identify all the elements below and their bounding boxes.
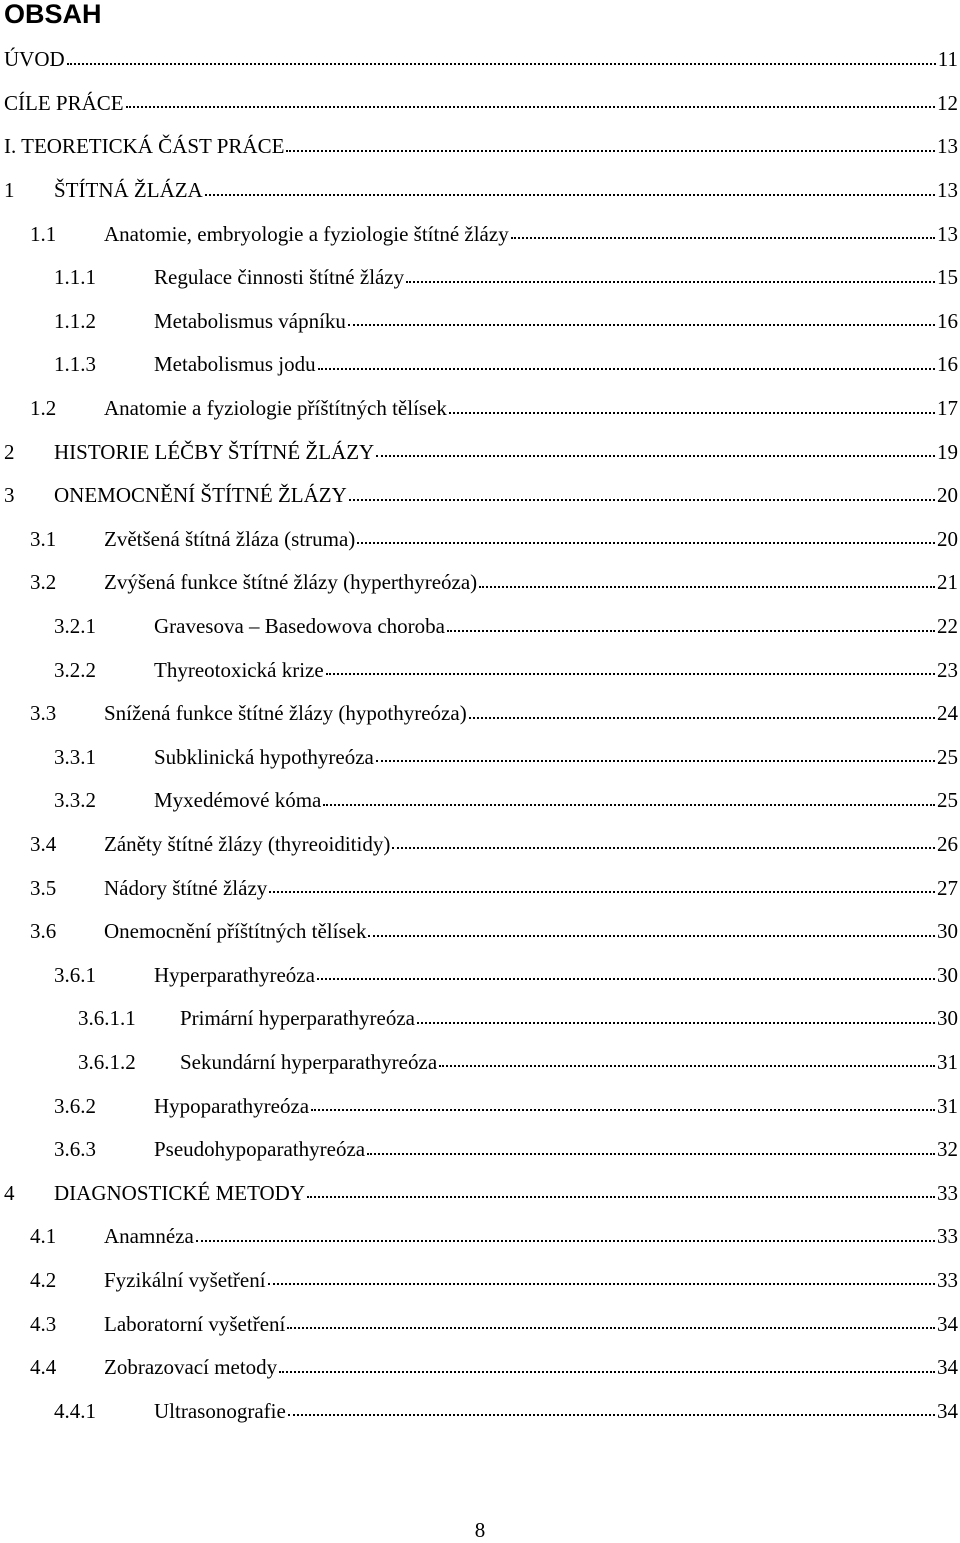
- toc-entry-number: 4.1: [30, 1224, 57, 1249]
- toc-entry-number: 4: [4, 1180, 15, 1205]
- toc-entry[interactable]: [0, 1389, 958, 1433]
- dot-leader: [417, 1022, 935, 1024]
- toc-entry-title: Nádory štítné žlázy: [104, 875, 268, 900]
- toc-entry-page: 24: [937, 701, 958, 726]
- toc-entry[interactable]: [0, 997, 958, 1041]
- toc-entry-page: 31: [937, 1049, 958, 1074]
- toc-entry-page: 16: [937, 308, 958, 333]
- toc-entry-line: [104, 1346, 958, 1390]
- toc-entry[interactable]: [0, 823, 958, 867]
- toc-entry-title: Anatomie a fyziologie příštítných tělísek: [104, 396, 447, 421]
- toc-entry-number: 4.4.1: [54, 1398, 96, 1423]
- toc-entry-line: [154, 343, 958, 387]
- toc-entry-line: [4, 125, 958, 169]
- toc-entry-line: [154, 256, 958, 300]
- toc-entry-number: 1.1.2: [54, 308, 96, 333]
- toc-entry-title: Myxedémové kóma: [154, 788, 322, 813]
- toc-entry-line: [154, 1389, 958, 1433]
- dot-leader: [376, 760, 935, 762]
- toc-entry-page: 21: [937, 570, 958, 595]
- toc-entry-line: [104, 866, 958, 910]
- toc-entry[interactable]: [0, 1171, 958, 1215]
- toc-entry-title: Primární hyperparathyreóza: [180, 1006, 415, 1031]
- toc-entry-line: [154, 1128, 958, 1172]
- toc-entry-number: 4.4: [30, 1355, 57, 1380]
- toc-entry[interactable]: [0, 82, 958, 126]
- toc-entry-line: [104, 561, 958, 605]
- toc-entry-page: 30: [937, 1006, 958, 1031]
- toc-entry-title: Thyreotoxická krize: [154, 657, 324, 682]
- toc-entry-page: 30: [937, 919, 958, 944]
- toc-entry-title: Zvýšená funkce štítné žlázy (hyperthyreóza): [104, 570, 478, 595]
- dot-leader: [307, 1196, 935, 1198]
- dot-leader: [376, 455, 935, 457]
- dot-leader: [469, 717, 935, 719]
- toc-entry-number: 4.3: [30, 1311, 57, 1336]
- toc-entry-number: 4.2: [30, 1267, 57, 1292]
- toc-entry-number: 3: [4, 483, 15, 508]
- toc-entry-line: [154, 648, 958, 692]
- toc-entry[interactable]: [0, 169, 958, 213]
- dot-leader: [406, 281, 935, 283]
- toc-entry-title: ŠTÍTNÁ ŽLÁZA: [54, 178, 203, 203]
- toc-entry-page: 33: [937, 1224, 958, 1249]
- toc-entry-page: 22: [937, 614, 958, 639]
- toc-heading: OBSAH: [4, 0, 102, 29]
- toc-entry[interactable]: [0, 692, 958, 736]
- toc-entry[interactable]: [0, 343, 958, 387]
- toc-entry-number: 1: [4, 178, 15, 203]
- toc-entry[interactable]: [0, 474, 958, 518]
- toc-entry-page: 11: [937, 47, 958, 72]
- toc-entry-number: 3.2.1: [54, 614, 96, 639]
- toc-entry-title: Hypoparathyreóza: [154, 1093, 310, 1118]
- toc-entry-number: 3.3.2: [54, 788, 96, 813]
- toc-entry-title: Anatomie, embryologie a fyziologie štítné žlázy: [104, 221, 509, 246]
- toc-entry-number: 3.2: [30, 570, 57, 595]
- toc-entry-title: Sekundární hyperparathyreóza: [180, 1049, 438, 1074]
- toc-entry-number: 3.6: [30, 919, 57, 944]
- dot-leader: [439, 1065, 935, 1067]
- toc-entry-title: ÚVOD: [4, 47, 65, 72]
- dot-leader: [318, 368, 935, 370]
- toc-entry[interactable]: [0, 605, 958, 649]
- toc-entry-line: [104, 910, 958, 954]
- toc-entry-line: [54, 430, 958, 474]
- toc-entry-page: 34: [937, 1311, 958, 1336]
- table-of-contents: [0, 38, 958, 1433]
- toc-entry[interactable]: [0, 1084, 958, 1128]
- toc-entry-title: Fyzikální vyšetření: [104, 1267, 266, 1292]
- dot-leader: [326, 673, 935, 675]
- toc-entry[interactable]: [0, 300, 958, 344]
- toc-entry[interactable]: [0, 430, 958, 474]
- toc-entry-line: [154, 779, 958, 823]
- toc-entry-page: 23: [937, 657, 958, 682]
- dot-leader: [392, 847, 935, 849]
- dot-leader: [311, 1109, 935, 1111]
- toc-entry-line: [154, 953, 958, 997]
- dot-leader: [196, 1240, 935, 1242]
- toc-entry-line: [180, 1041, 958, 1085]
- dot-leader: [205, 194, 935, 196]
- toc-entry-line: [54, 1171, 958, 1215]
- toc-entry[interactable]: [0, 910, 958, 954]
- toc-entry-page: 25: [937, 788, 958, 813]
- toc-entry-title: I. TEORETICKÁ ČÁST PRÁCE: [4, 134, 285, 159]
- toc-entry[interactable]: [0, 387, 958, 431]
- toc-entry[interactable]: [0, 1302, 958, 1346]
- toc-entry-title: Ultrasonografie: [154, 1398, 286, 1423]
- toc-entry-page: 34: [937, 1355, 958, 1380]
- dot-leader: [286, 150, 935, 152]
- toc-entry-number: 3.2.2: [54, 657, 96, 682]
- toc-entry[interactable]: [0, 561, 958, 605]
- toc-entry-number: 3.6.1.1: [78, 1006, 136, 1031]
- toc-entry-title: CÍLE PRÁCE: [4, 90, 124, 115]
- toc-entry-title: Subklinická hypothyreóza: [154, 744, 374, 769]
- toc-entry-title: Snížená funkce štítné žlázy (hypothyreóza): [104, 701, 467, 726]
- toc-entry-title: Metabolismus jodu: [154, 352, 316, 377]
- toc-entry-title: ONEMOCNĚNÍ ŠTÍTNÉ ŽLÁZY: [54, 483, 347, 508]
- toc-entry-title: Metabolismus vápníku: [154, 308, 346, 333]
- toc-entry-line: [104, 1215, 958, 1259]
- toc-entry-page: 19: [937, 439, 958, 464]
- toc-entry-number: 3.5: [30, 875, 57, 900]
- toc-entry[interactable]: [0, 212, 958, 256]
- toc-entry-title: Onemocnění příštítných tělísek: [104, 919, 367, 944]
- toc-entry-title: Hyperparathyreóza: [154, 962, 315, 987]
- toc-entry-title: Zvětšená štítná žláza (struma): [104, 526, 356, 551]
- toc-entry[interactable]: [0, 1346, 958, 1390]
- toc-entry[interactable]: [0, 38, 958, 82]
- toc-entry-line: [104, 387, 958, 431]
- toc-entry-number: 3.6.2: [54, 1093, 96, 1118]
- toc-entry-page: 16: [937, 352, 958, 377]
- dot-leader: [269, 891, 935, 893]
- toc-entry-page: 25: [937, 744, 958, 769]
- dot-leader: [126, 106, 935, 108]
- toc-entry-number: 3.3.1: [54, 744, 96, 769]
- toc-entry-number: 1.2: [30, 396, 57, 421]
- toc-entry-title: Zobrazovací metody: [104, 1355, 278, 1380]
- toc-entry[interactable]: [0, 1215, 958, 1259]
- toc-entry[interactable]: [0, 779, 958, 823]
- toc-entry[interactable]: [0, 866, 958, 910]
- toc-entry-page: 12: [937, 90, 958, 115]
- toc-entry-page: 15: [937, 265, 958, 290]
- toc-entry-page: 34: [937, 1398, 958, 1423]
- toc-entry-page: 20: [937, 526, 958, 551]
- dot-leader: [268, 1283, 935, 1285]
- dot-leader: [317, 978, 935, 980]
- toc-entry[interactable]: [0, 648, 958, 692]
- dot-leader: [449, 412, 935, 414]
- toc-entry-number: 1.1: [30, 221, 57, 246]
- toc-entry-page: 26: [937, 831, 958, 856]
- dot-leader: [349, 499, 935, 501]
- toc-entry-number: 3.6.3: [54, 1137, 96, 1162]
- dot-leader: [368, 935, 935, 937]
- toc-entry-line: [154, 300, 958, 344]
- toc-entry-line: [154, 736, 958, 780]
- dot-leader: [367, 1153, 935, 1155]
- toc-entry-number: 3.6.1.2: [78, 1049, 136, 1074]
- toc-entry-page: 30: [937, 962, 958, 987]
- toc-entry-number: 2: [4, 439, 15, 464]
- toc-entry[interactable]: [0, 518, 958, 562]
- toc-entry-line: [4, 38, 958, 82]
- dot-leader: [511, 237, 935, 239]
- toc-entry-line: [104, 1302, 958, 1346]
- toc-entry-line: [104, 212, 958, 256]
- toc-entry-title: HISTORIE LÉČBY ŠTÍTNÉ ŽLÁZY: [54, 439, 375, 464]
- toc-entry-page: 13: [937, 134, 958, 159]
- toc-entry-line: [54, 474, 958, 518]
- toc-entry[interactable]: [0, 953, 958, 997]
- toc-entry-line: [104, 1259, 958, 1303]
- toc-entry-line: [154, 1084, 958, 1128]
- toc-entry[interactable]: [0, 1128, 958, 1172]
- toc-entry-line: [104, 823, 958, 867]
- toc-entry-line: [154, 605, 958, 649]
- toc-entry[interactable]: [0, 256, 958, 300]
- toc-entry-title: Gravesova – Basedowova choroba: [154, 614, 445, 639]
- dot-leader: [357, 542, 935, 544]
- toc-entry[interactable]: [0, 736, 958, 780]
- dot-leader: [348, 324, 935, 326]
- toc-entry-title: Regulace činnosti štítné žlázy: [154, 265, 405, 290]
- toc-entry-title: Laboratorní vyšetření: [104, 1311, 286, 1336]
- toc-entry-page: 32: [937, 1137, 958, 1162]
- toc-entry-number: 3.3: [30, 701, 57, 726]
- toc-entry[interactable]: [0, 125, 958, 169]
- toc-entry-number: 1.1.3: [54, 352, 96, 377]
- page-number: 8: [474, 1518, 486, 1542]
- toc-entry-page: 13: [937, 221, 958, 246]
- toc-entry-line: [104, 692, 958, 736]
- toc-entry-page: 13: [937, 178, 958, 203]
- toc-entry-number: 3.4: [30, 831, 57, 856]
- dot-leader: [67, 63, 936, 65]
- toc-entry-line: [54, 169, 958, 213]
- toc-entry-title: Pseudohypoparathyreóza: [154, 1137, 366, 1162]
- toc-entry-title: DIAGNOSTICKÉ METODY: [54, 1180, 306, 1205]
- dot-leader: [479, 586, 935, 588]
- dot-leader: [279, 1371, 935, 1373]
- toc-entry-line: [104, 518, 958, 562]
- toc-entry-page: 33: [937, 1267, 958, 1292]
- dot-leader: [287, 1327, 935, 1329]
- toc-entry-title: Anamnéza: [104, 1224, 194, 1249]
- dot-leader: [288, 1414, 935, 1416]
- toc-entry-page: 33: [937, 1180, 958, 1205]
- toc-entry-title: Záněty štítné žlázy (thyreoiditidy): [104, 831, 391, 856]
- toc-entry[interactable]: [0, 1041, 958, 1085]
- toc-entry-number: 3.6.1: [54, 962, 96, 987]
- dot-leader: [323, 804, 935, 806]
- toc-entry[interactable]: [0, 1259, 958, 1303]
- toc-entry-page: 31: [937, 1093, 958, 1118]
- toc-entry-number: 1.1.1: [54, 265, 96, 290]
- toc-entry-line: [4, 82, 958, 126]
- toc-entry-page: 27: [937, 875, 958, 900]
- toc-entry-number: 3.1: [30, 526, 57, 551]
- toc-entry-line: [180, 997, 958, 1041]
- toc-entry-page: 17: [937, 396, 958, 421]
- dot-leader: [447, 630, 935, 632]
- toc-entry-page: 20: [937, 483, 958, 508]
